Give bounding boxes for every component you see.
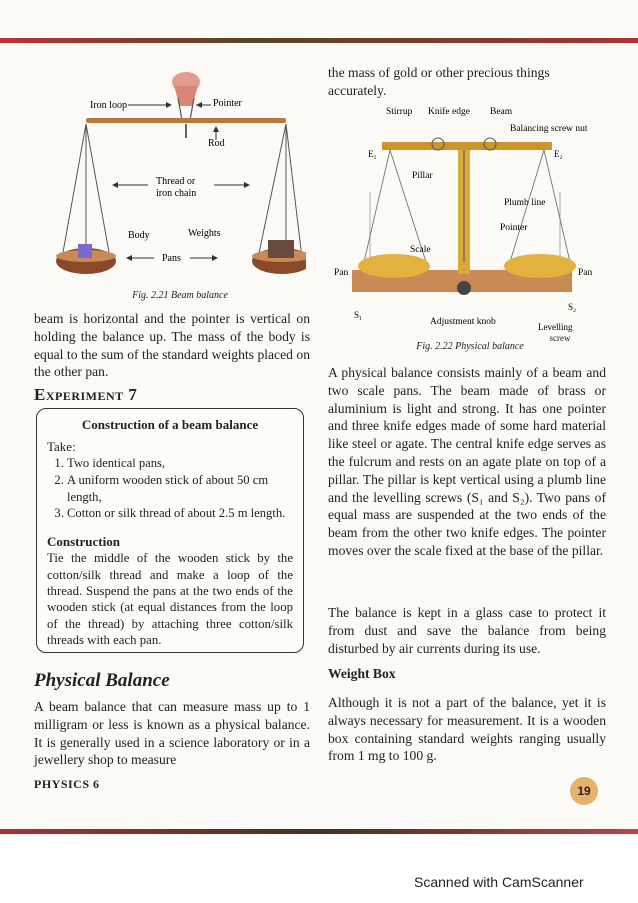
- weights-object: [268, 240, 294, 258]
- take-label: Take:: [47, 439, 76, 454]
- label-pans: Pans: [162, 253, 181, 264]
- top-decorative-bar: [0, 38, 638, 43]
- construction-label: Construction: [47, 534, 120, 550]
- materials-list: [47, 455, 293, 522]
- thread-arrowhead-left: [112, 182, 118, 188]
- beam-shape: [382, 142, 552, 150]
- weight-box-heading: Weight Box: [328, 666, 396, 681]
- label-scale: Scale: [410, 245, 431, 255]
- label-thread-2: iron chain: [156, 188, 197, 199]
- right-string-1: [258, 124, 286, 258]
- fig222-caption: Fig. 2.22 Physical balance: [416, 341, 524, 352]
- list-item: 1. Two identical pans,: [67, 455, 293, 472]
- fig221-caption: Fig. 2.21 Beam balance: [132, 290, 228, 301]
- pans-arrowhead-left: [126, 255, 132, 261]
- pan-right-shape: [504, 254, 576, 278]
- label-e1: E₁: [368, 149, 377, 159]
- right-para-1: A physical balance consists mainly of a beam and two scale pans. The beam made of brass or aluminium is light and strong. It has one pointer and three knife edges made of some hard material like steel or agate. The central knife edge serves as the fulcrum and rests on an agate plate on top of a pillar. The pillar is kept vertical using a plumb line and the levelling screws (S₁ and S₂). Two pans of equal mass are suspended at the two ends of the beam from the other two knife edges. The pointer moves over the scale fixed at the base of the pillar.: [328, 365, 606, 558]
- pointer-arrowhead: [196, 102, 202, 108]
- label-pointer: Pointer: [213, 98, 242, 109]
- experiment-heading: Experiment 7: [34, 385, 138, 404]
- label-knife-edge: Knife edge: [428, 107, 470, 117]
- beam-bar: [86, 118, 286, 123]
- hand-fingers: [174, 86, 198, 106]
- label-weights: Weights: [188, 228, 221, 239]
- label-pointer-fig222: Pointer: [500, 223, 528, 233]
- label-levelling-1: Levelling: [538, 322, 573, 332]
- physical-balance-heading: Physical Balance: [34, 670, 170, 691]
- label-pillar: Pillar: [412, 171, 433, 181]
- label-beam: Beam: [490, 107, 513, 117]
- label-e2: E₂: [554, 149, 563, 159]
- page-number-badge: 19: [570, 777, 598, 805]
- string-left-a: [364, 150, 390, 262]
- experiment-box: [36, 408, 304, 653]
- label-levelling-2: screw: [549, 333, 571, 343]
- list-item: 2. A uniform wooden stick of about 50 cm length,: [67, 472, 293, 506]
- left-string-3: [86, 124, 110, 258]
- weight-box-text: Although it is not a part of the balance, yet it is always necessary for measurement. It is a wooden box containing standard weights ranging usually from 1 mg to 100 g.: [328, 695, 606, 764]
- label-pan-right: Pan: [578, 268, 593, 278]
- label-s1: S₁: [354, 310, 363, 320]
- footer-subject: PHYSICS 6: [34, 777, 100, 791]
- adjustment-knob-shape: [457, 281, 471, 295]
- rod-arrowhead: [213, 126, 219, 132]
- right-string-3: [286, 124, 302, 258]
- construction-text: Tie the middle of the wooden stick by the cotton/silk thread and make a loop of the thread. Suspend the pans at the two ends of the wooden stick (at equal distances from the loop of the thread) by attaching three cotton/silk threads with each pan.: [47, 551, 293, 648]
- left-para-1: beam is horizontal and the pointer is vertical on holding the balance up. The mass of the body is equal to the sum of the standard weights placed on the other pan.: [34, 311, 310, 380]
- box-title: Construction of a beam balance: [81, 417, 259, 432]
- string-right-b: [544, 150, 570, 262]
- physical-balance-figure: [330, 102, 612, 334]
- iron-loop-arrowhead: [166, 102, 172, 108]
- label-adjustment-knob: Adjustment knob: [430, 317, 496, 327]
- label-plumb-line: Plumb line: [504, 198, 546, 208]
- left-string-1: [62, 124, 86, 258]
- label-s2: S₂: [568, 302, 577, 312]
- scanner-watermark: Scanned with CamScanner: [414, 874, 584, 890]
- pan-left-shape: [358, 254, 430, 278]
- right-intro: the mass of gold or other precious things accurately.: [328, 65, 550, 98]
- physical-balance-text: A beam balance that can measure mass up to 1 milligram or less is known as a physical balance. It is generally used in a science laboratory or in a jewellery shop to measure: [34, 699, 310, 768]
- label-thread-1: Thread or: [156, 176, 196, 187]
- pans-arrowhead-right: [212, 255, 218, 261]
- label-rod: Rod: [208, 138, 225, 149]
- label-pan-left: Pan: [334, 268, 349, 278]
- list-item: 3. Cotton or silk thread of about 2.5 m length.: [67, 505, 293, 522]
- label-stirrup: Stirrup: [386, 107, 413, 117]
- body-object: [78, 244, 92, 258]
- label-body: Body: [128, 230, 150, 241]
- label-balancing-screw-nut: Balancing screw nut: [510, 124, 588, 134]
- label-iron-loop: Iron loop: [90, 100, 127, 111]
- thread-arrowhead-right: [244, 182, 250, 188]
- right-para-2: The balance is kept in a glass case to protect it from dust and save the balance from being disturbed by air currents during its use.: [328, 605, 606, 656]
- beam-balance-figure: [56, 68, 306, 283]
- bottom-decorative-bar: [0, 829, 638, 834]
